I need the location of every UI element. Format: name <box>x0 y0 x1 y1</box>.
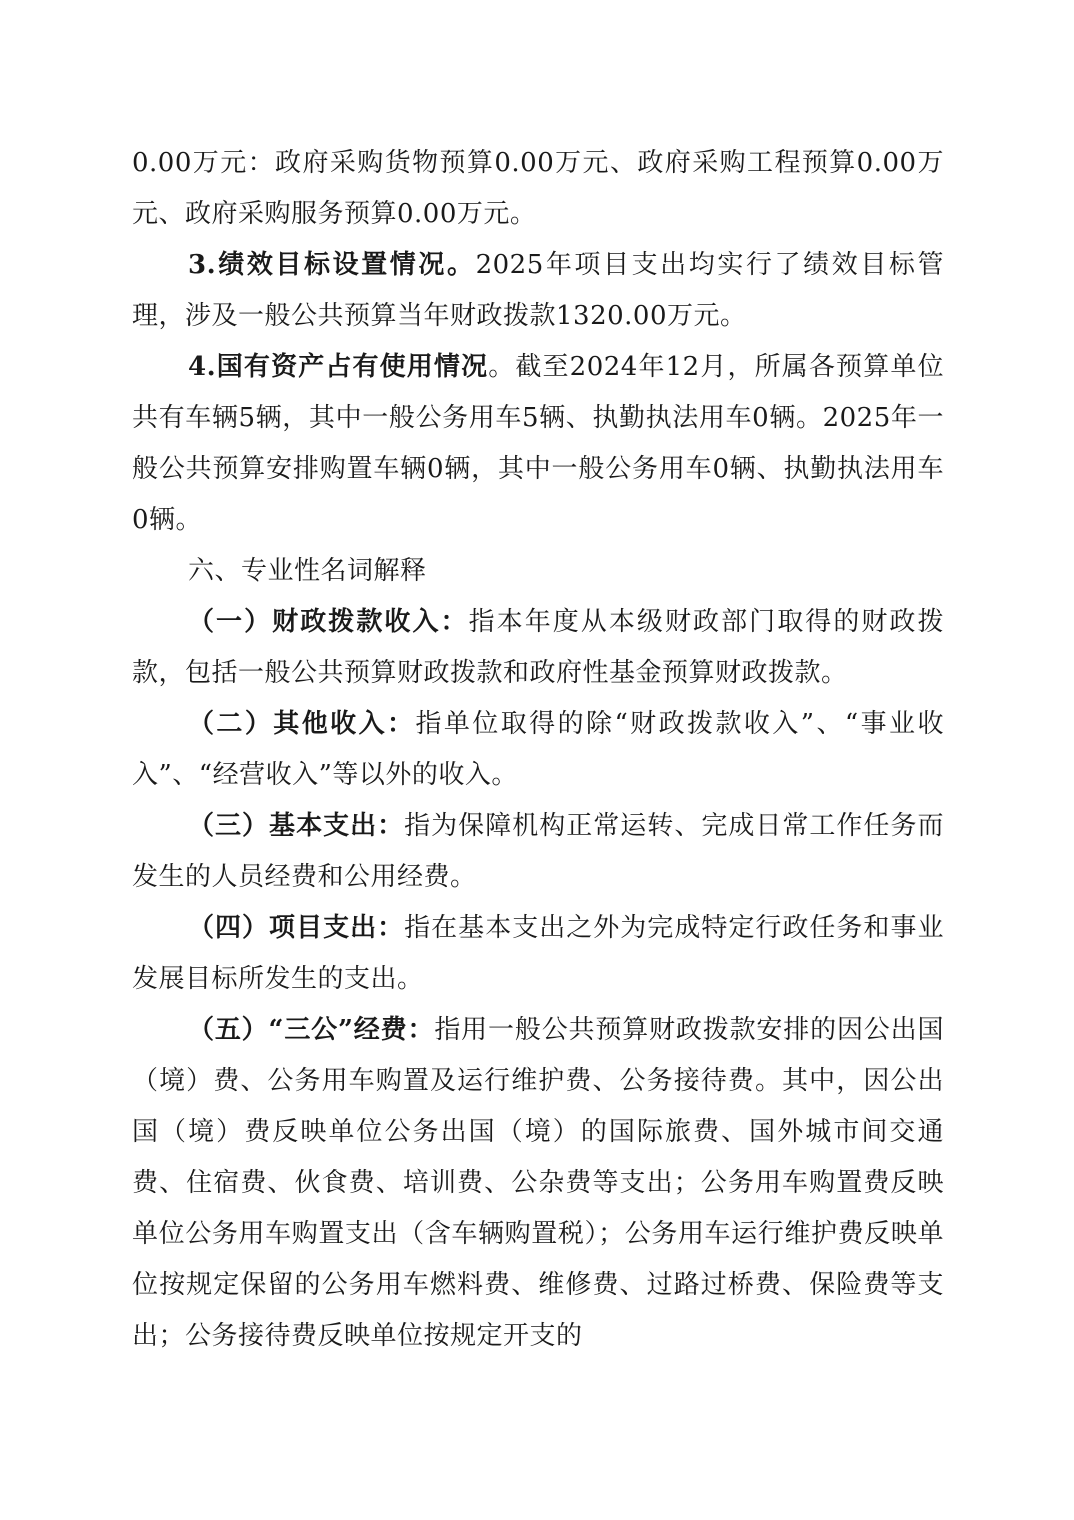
paragraph-term-fiscal-income <box>132 597 944 699</box>
term-definition: 指用一般公共预算财政拨款安排的因公出国（境）费、公务用车购置及运行维护费、公务接待费。其中，因公出国（境）费反映单位公务出国（境）的国际旅费、国外城市间交通费、住宿费、伙食费、培训费、公杂费等支出；公务用车购置费反映单位公务用车购置支出（含车辆购置税）；公务用车运行维护费反映单位按规定保留的公务用车燃料费、维修费、过路过桥费、保险费等支出；公务接待费反映单位按规定开支的 <box>132 1015 944 1351</box>
term-label: （四）项目支出： <box>188 913 405 943</box>
paragraph-text: 2025年项目支出均实行了绩效目标管理，涉及一般公共预算当年财政拨款1320.00万元。 <box>132 250 944 331</box>
term-definition: 指单位取得的除“财政拨款收入”、“事业收入”、“经营收入”等以外的收入。 <box>132 709 944 790</box>
section-heading-text: 六、专业性名词解释 <box>188 556 427 586</box>
paragraph-procurement <box>132 138 944 240</box>
paragraph-term-other-income <box>132 699 944 801</box>
paragraph-lead: 4.国有资产占有使用情况 <box>188 352 489 382</box>
term-label: （一）财政拨款收入： <box>188 607 469 637</box>
term-label: （五）“三公”经费： <box>188 1015 435 1045</box>
term-label: （三）基本支出： <box>188 811 405 841</box>
paragraph-state-assets <box>132 342 944 546</box>
paragraph-text: 。截至2024年12月，所属各预算单位共有车辆5辆，其中一般公务用车5辆、执勤执法用车0辆。2025年一般公共预算安排购置车辆0辆，其中一般公务用车0辆、执勤执法用车0辆。 <box>132 352 944 535</box>
paragraph-text: 0.00万元：政府采购货物预算0.00万元、政府采购工程预算0.00万元、政府采购服务预算0.00万元。 <box>132 148 944 229</box>
paragraph-term-project-expenditure <box>132 903 944 1005</box>
paragraph-performance-goals <box>132 240 944 342</box>
term-label: （二）其他收入： <box>188 709 416 739</box>
section-heading-terms <box>132 546 944 597</box>
paragraph-lead: 3.绩效目标设置情况。 <box>188 250 476 280</box>
paragraph-term-basic-expenditure <box>132 801 944 903</box>
term-definition: 指本年度从本级财政部门取得的财政拨款，包括一般公共预算财政拨款和政府性基金预算财政拨款。 <box>132 607 944 688</box>
term-definition: 指为保障机构正常运转、完成日常工作任务而发生的人员经费和公用经费。 <box>132 811 944 892</box>
paragraph-term-three-public-expenses <box>132 1005 944 1362</box>
document-page <box>132 138 944 1362</box>
term-definition: 指在基本支出之外为完成特定行政任务和事业发展目标所发生的支出。 <box>132 913 944 994</box>
